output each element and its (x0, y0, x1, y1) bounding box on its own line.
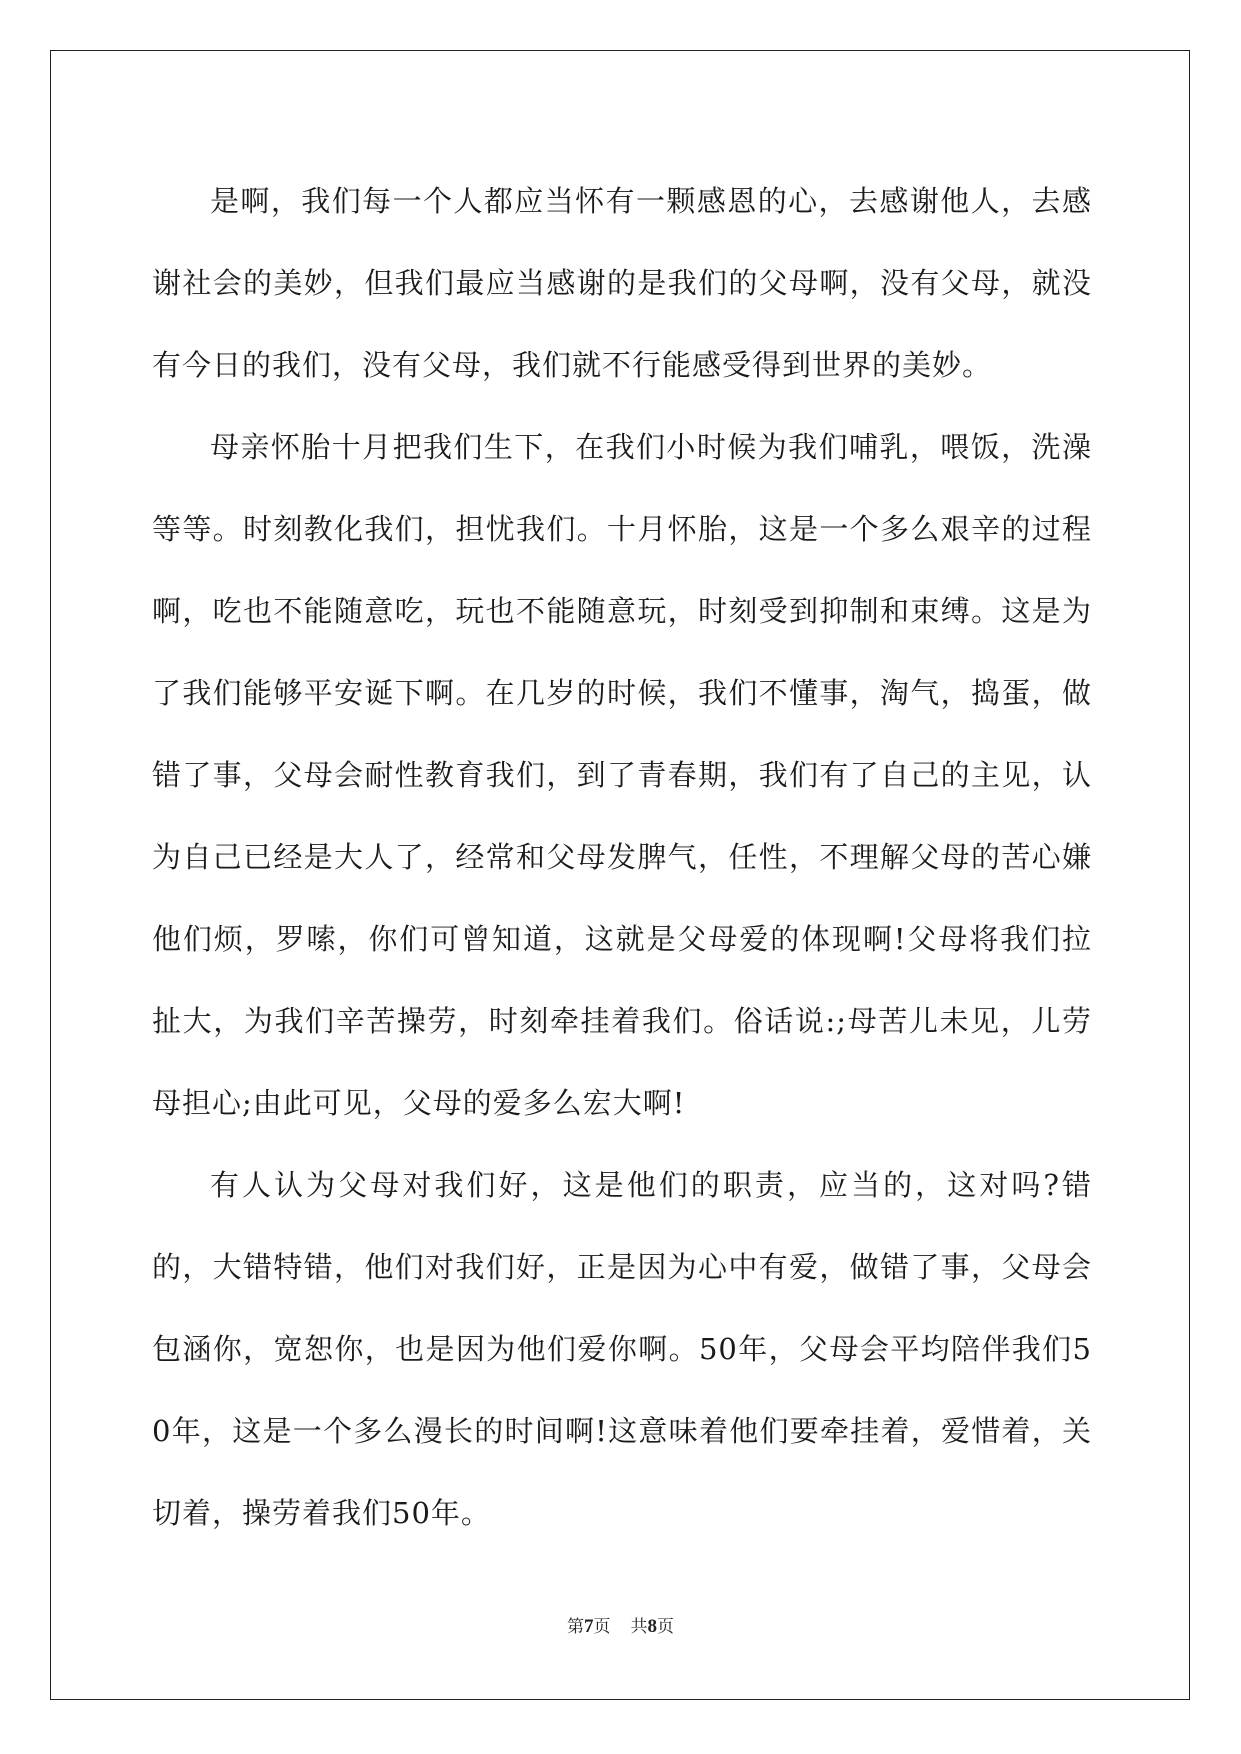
total-suffix: 页 (657, 1617, 674, 1637)
document-body (152, 160, 1092, 1554)
total-pages: 8 (647, 1616, 657, 1637)
total-prefix: 共 (630, 1617, 648, 1637)
page-suffix: 页 (593, 1617, 611, 1637)
paragraph-1: 是啊，我们每一个人都应当怀有一颗感恩的心，去感谢他人，去感谢社会的美妙，但我们最应当感谢的是我们的父母啊，没有父母，就没有今日的我们，没有父母，我们就不行能感受得到世界的美妙。 (152, 184, 1092, 382)
page-footer (0, 1615, 1241, 1639)
page-prefix: 第 (567, 1617, 584, 1637)
paragraph-3: 有人认为父母对我们好，这是他们的职责，应当的，这对吗?错的，大错特错，他们对我们好，正是因为心中有爱，做错了事，父母会包涵你，宽恕你，也是因为他们爱你啊。50年，父母会平均陪伴我们50年，这是一个多么漫长的时间啊!这意味着他们要牵挂着，爱惜着，关切着，操劳着我们50年。 (152, 1168, 1092, 1530)
page-number: 7 (584, 1616, 594, 1637)
paragraph-2: 母亲怀胎十月把我们生下，在我们小时候为我们哺乳，喂饭，洗澡等等。时刻教化我们，担忧我们。十月怀胎，这是一个多么艰辛的过程啊，吃也不能随意吃，玩也不能随意玩，时刻受到抑制和束缚。这是为了我们能够平安诞下啊。在几岁的时候，我们不懂事，淘气，捣蛋，做错了事，父母会耐性教育我们，到了青春期，我们有了自己的主见，认为自己已经是大人了，经常和父母发脾气，任性，不理解父母的苦心嫌他们烦，罗嗦，你们可曾知道，这就是父母爱的体现啊!父母将我们拉扯大，为我们辛苦操劳，时刻牵挂着我们。俗话说:;母苦儿未见，儿劳母担心;由此可见，父母的爱多么宏大啊! (152, 430, 1092, 1120)
